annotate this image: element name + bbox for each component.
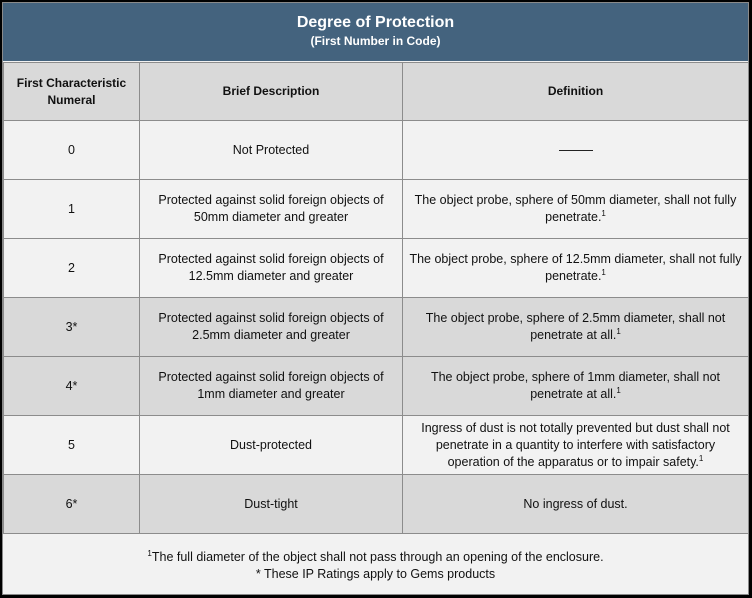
description-cell: Not Protected [140, 121, 403, 180]
table-header-bar [3, 3, 748, 61]
numeral-cell: 5 [4, 416, 140, 475]
description-cell: Protected against solid foreign objects of 2.5mm diameter and greater [140, 298, 403, 357]
description-cell: Dust-tight [140, 475, 403, 534]
footnote-marker: 1 [698, 453, 704, 463]
table-footer [3, 538, 748, 594]
numeral-cell: 3* [4, 298, 140, 357]
column-header-definition: Definition [403, 63, 749, 121]
table-row [4, 416, 749, 475]
table-row [4, 475, 749, 534]
numeral-cell: 0 [4, 121, 140, 180]
table-row [4, 298, 749, 357]
definition-cell [403, 298, 749, 357]
definition-text: The object probe, sphere of 12.5mm diameter, shall not fully penetrate. [409, 252, 742, 283]
footnote-marker: 1 [616, 326, 621, 336]
numeral-cell: 6* [4, 475, 140, 534]
table-row [4, 357, 749, 416]
numeral-cell: 2 [4, 239, 140, 298]
description-cell: Protected against solid foreign objects of 50mm diameter and greater [140, 180, 403, 239]
protection-table [3, 62, 749, 534]
numeral-cell: 4* [4, 357, 140, 416]
definition-cell [403, 416, 749, 475]
definition-cell: No ingress of dust. [403, 475, 749, 534]
definition-cell [403, 180, 749, 239]
column-header-numeral: First Characteristic Numeral [4, 63, 140, 121]
footnote-line [3, 549, 748, 566]
definition-cell [403, 121, 749, 180]
definition-text: Ingress of dust is not totally prevented but dust shall not penetrate in a quantity to interfere with satisfactory operation of the apparatus or to impair safety. [421, 420, 730, 469]
table-row [4, 180, 749, 239]
definition-text: The object probe, sphere of 50mm diameter, shall not fully penetrate. [414, 193, 737, 224]
page-subtitle: (First Number in Code) [310, 34, 441, 48]
description-cell: Protected against solid foreign objects of 12.5mm diameter and greater [140, 239, 403, 298]
footnote-marker: 1 [601, 267, 606, 277]
description-cell: Protected against solid foreign objects of 1mm diameter and greater [140, 357, 403, 416]
definition-cell [403, 239, 749, 298]
dash-placeholder [559, 150, 593, 151]
footnote-marker: 1 [601, 208, 606, 218]
footnote-text: The full diameter of the object shall not pass through an opening of the enclosure. [151, 550, 604, 564]
asterisk-note: * These IP Ratings apply to Gems products [255, 567, 496, 581]
page-title: Degree of Protection [296, 14, 455, 31]
numeral-cell: 1 [4, 180, 140, 239]
table-row [4, 239, 749, 298]
footnote-marker: 1 [616, 385, 621, 395]
definition-cell [403, 357, 749, 416]
description-cell: Dust-protected [140, 416, 403, 475]
column-header-row [4, 63, 749, 121]
definition-text: The object probe, sphere of 2.5mm diameter, shall not penetrate at all. [425, 311, 726, 342]
footnote-marker: 1 [147, 548, 152, 558]
definition-text: The object probe, sphere of 1mm diameter, shall not penetrate at all. [430, 370, 721, 401]
table-row [4, 121, 749, 180]
column-header-description: Brief Description [140, 63, 403, 121]
